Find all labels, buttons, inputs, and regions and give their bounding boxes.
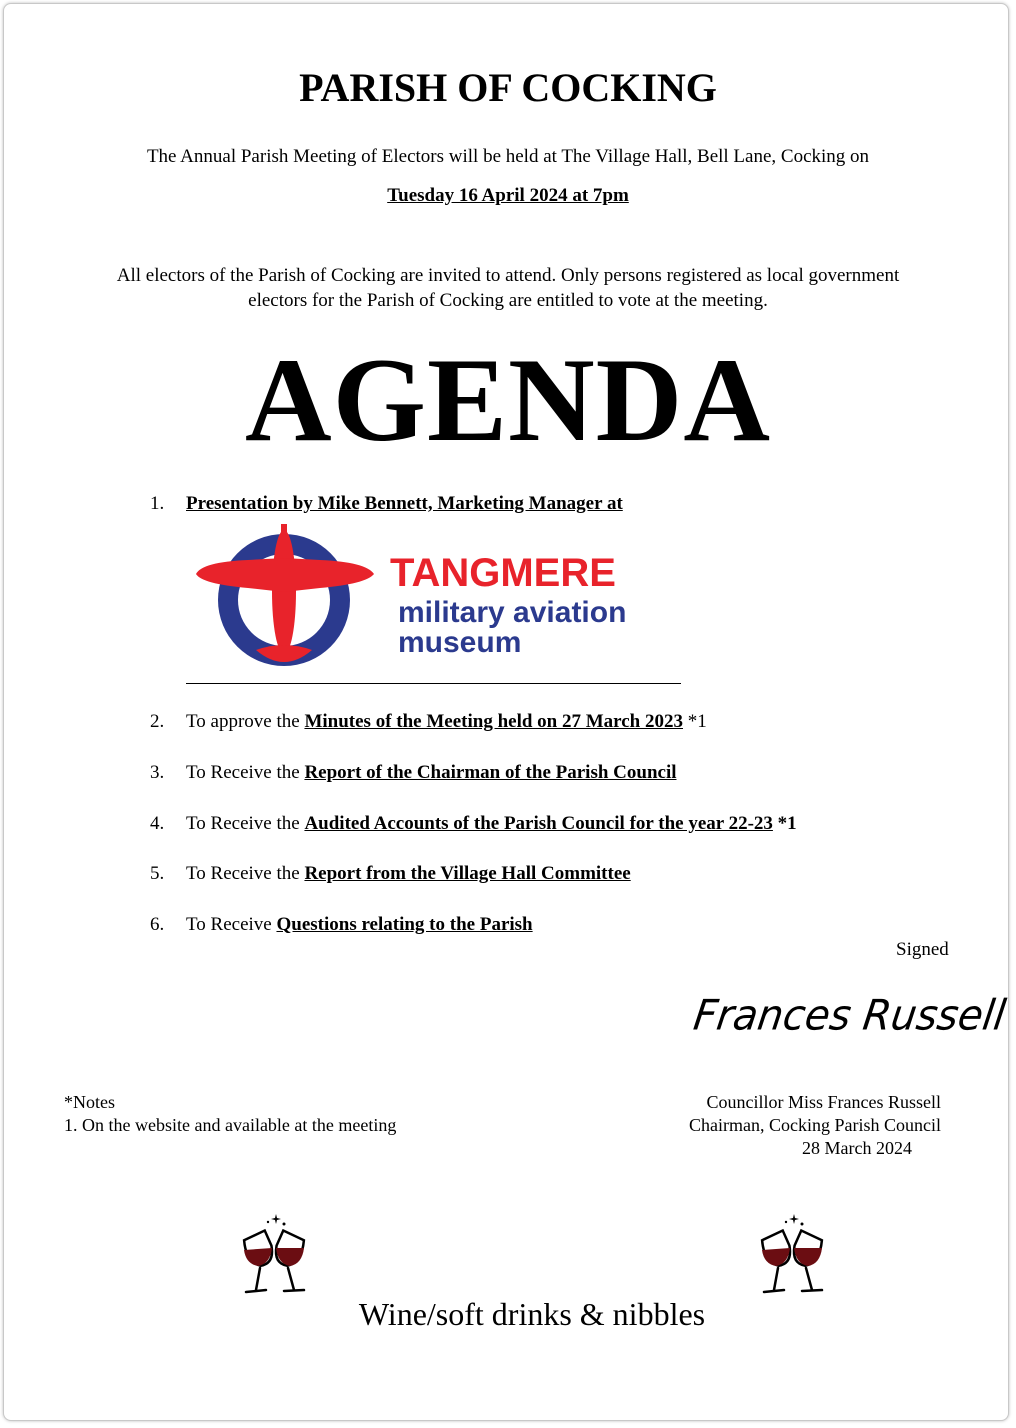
logo-line-1: TANGMERE	[390, 551, 616, 595]
refreshments-footer: Wine/soft drinks & nibbles	[358, 1296, 706, 1332]
logo-divider	[186, 683, 681, 684]
agenda-item-text: To Receive the	[186, 762, 305, 783]
agenda-item-title: Questions relating to the Parish	[276, 914, 533, 935]
meeting-intro: The Annual Parish Meeting of Electors will be held at The Village Hall, Bell Lane, Cocking on	[146, 146, 870, 167]
agenda-item-number: 1.	[150, 493, 165, 514]
agenda-item-note: *1	[772, 813, 797, 834]
invitation-line-2: electors for the Parish of Cocking are entitled to vote at the meeting.	[248, 290, 768, 311]
notes-line-1: 1. On the website and available at the meeting	[64, 1115, 397, 1135]
signed-label: Signed	[896, 939, 949, 960]
agenda-item-1	[150, 493, 623, 515]
invitation-paragraph	[0, 263, 1016, 313]
agenda-item-number: 5.	[150, 863, 165, 884]
notes-block	[64, 1091, 396, 1137]
agenda-heading: AGENDA	[244, 333, 772, 466]
agenda-item-text: To Receive the	[186, 863, 305, 884]
tangmere-logo	[188, 522, 678, 672]
agenda-item-title: Minutes of the Meeting held on 27 March 2023	[304, 711, 683, 732]
agenda-item-2	[150, 711, 707, 733]
agenda-item-text: To Receive the	[186, 813, 305, 834]
agenda-item-number: 6.	[150, 914, 165, 935]
signatory-block	[600, 1091, 941, 1160]
agenda-item-text: To Receive	[186, 914, 277, 935]
signatory-date: 28 March 2024	[802, 1138, 912, 1158]
agenda-item-6	[150, 914, 533, 936]
agenda-item-text: To approve the	[186, 711, 305, 732]
logo-line-3: museum	[398, 626, 522, 659]
agenda-item-3	[150, 762, 677, 784]
agenda-item-note: *1	[683, 711, 707, 732]
logo-line-2: military aviation	[398, 596, 627, 629]
signature: Frances Russell	[690, 991, 1009, 1041]
signatory-name: Councillor Miss Frances Russell	[706, 1092, 941, 1112]
wine-glasses-icon	[238, 1210, 328, 1300]
agenda-item-5	[150, 863, 631, 885]
signatory-role: Chairman, Cocking Parish Council	[689, 1115, 941, 1135]
agenda-item-title: Report of the Chairman of the Parish Council	[304, 762, 677, 783]
agenda-item-title: Report from the Village Hall Committee	[304, 863, 631, 884]
agenda-item-title: Audited Accounts of the Parish Council for the year 22-23	[304, 813, 773, 834]
wine-glasses-icon	[756, 1210, 846, 1300]
agenda-item-title: Presentation by Mike Bennett, Marketing Manager at	[186, 493, 623, 514]
agenda-item-number: 4.	[150, 813, 165, 834]
agenda-item-number: 2.	[150, 711, 165, 732]
notes-heading: *Notes	[64, 1092, 115, 1112]
page-title: PARISH OF COCKING	[299, 65, 717, 110]
agenda-item-number: 3.	[150, 762, 165, 783]
agenda-item-4	[150, 813, 797, 835]
invitation-line-1: All electors of the Parish of Cocking are invited to attend. Only persons registered as local government	[116, 265, 900, 286]
meeting-datetime: Tuesday 16 April 2024 at 7pm	[387, 185, 629, 206]
